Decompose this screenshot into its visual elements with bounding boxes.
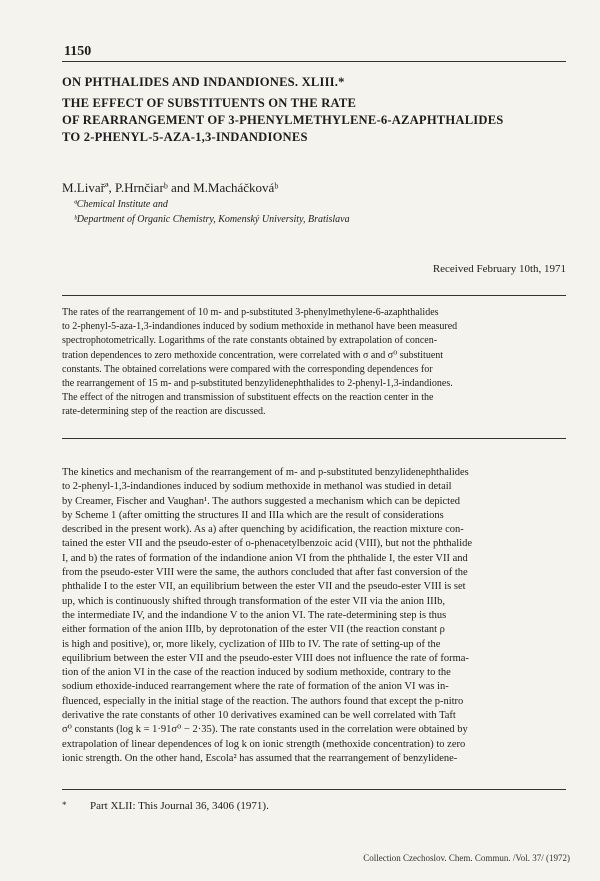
article-title-block	[62, 74, 572, 146]
body-line: by Scheme 1 (after omitting the structures II and IIIa which are the result of considerations	[62, 509, 444, 521]
body-line: phthalide I to the ester VII, an equilibrium between the ester VII and the pseudo-ester VIII is set	[62, 581, 466, 593]
abstract-line: the rearrangement of 15 m- and p-substituted benzylidenephthalides to 2-phenyl-1,3-indandiones.	[62, 378, 453, 390]
body-line: described in the present work). As a) after quenching by acidification, the reaction mixture con-	[62, 524, 464, 536]
abstract-line: tration dependences to zero methoxide concentration, were correlated with σ and σ⁰ substituent	[62, 349, 444, 361]
authors: M.Livařª, P.Hrnčiarᵇ and M.Macháčkováᵇ	[62, 180, 279, 195]
header-rule	[62, 61, 566, 62]
abstract-line: constants. The obtained correlations were compared with the corresponding dependences for	[62, 363, 433, 375]
abstract-line: The effect of the nitrogen and transmission of substituent effects on the reaction center in the	[62, 392, 434, 404]
abstract-line: to 2-phenyl-5-aza-1,3-indandiones induced by sodium methoxide in methanol have been measured	[62, 321, 458, 333]
abstract-line: The rates of the rearrangement of 10 m- and p-substituted 3-phenylmethylene-6-azaphthalides	[62, 307, 439, 318]
abstract-bottom-rule	[62, 438, 566, 439]
body-line: I, and b) the rates of formation of the indandione anion VI from the phthalide I, the ester VII and	[62, 552, 468, 564]
abstract-top-rule	[62, 295, 566, 296]
body-line: σ⁰ constants (log k = 1·91σ⁰ − 2·35). The rate constants used in the correlation were obtained by	[62, 724, 468, 736]
footnote-text: Part XLII: This Journal 36, 3406 (1971).	[90, 800, 269, 812]
body-line: by Creamer, Fischer and Vaughan¹. The authors suggested a mechanism which can be depicted	[62, 495, 461, 507]
article-title-line: TO 2-PHENYL-5-AZA-1,3-INDANDIONES	[62, 130, 308, 144]
series-title: ON PHTHALIDES AND INDANDIONES. XLIII.*	[62, 75, 345, 89]
body-line: tained the ester VII and the pseudo-ester of o-phenacetylbenzoic acid (VIII), but not the phthalide	[62, 538, 473, 550]
body-line: extrapolation of linear dependences of log k on ionic strength (methoxide concentration) to zero	[62, 738, 466, 750]
footnote-mark: *	[62, 800, 67, 810]
footnote	[62, 800, 269, 812]
body-text	[62, 466, 570, 766]
body-line: either formation of the anion IIIb, by deprotonation of the ester VII (the reaction constant ρ	[62, 624, 445, 636]
article-title-line: THE EFFECT OF SUBSTITUENTS ON THE RATE	[62, 96, 357, 110]
body-line: derivative the rate constants of other 10 derivatives examined can be well correlated with Taft	[62, 710, 456, 722]
body-line: from the pseudo-ester VIII were the same, the authors concluded that after fast conversion of the	[62, 567, 468, 579]
body-line: The kinetics and mechanism of the rearrangement of m- and p-substituted benzylidenephthalides	[62, 467, 469, 478]
body-line: is high and positive), or, more likely, cyclization of IIIb to IV. The rate of setting-up of the	[62, 638, 441, 650]
body-line: up, which is continuously shifted through transformation of the ester VII via the anion IIIb,	[62, 595, 445, 607]
footnote-rule	[62, 789, 566, 790]
abstract-line: spectrophotometrically. Logarithms of the rate constants obtained by extrapolation of concen-	[62, 335, 438, 347]
body-line: sodium ethoxide-induced rearrangement where the rate of formation of the anion VI was in-	[62, 681, 449, 693]
body-line: ionic strength. On the other hand, Escola² has assumed that the rearrangement of benzylidene-	[62, 752, 458, 764]
body-line: equilibrium between the ester VII and the pseudo-ester VIII does not influence the rate of forma-	[62, 652, 469, 664]
affiliation: ªChemical Institute and	[74, 199, 168, 210]
affiliations	[74, 197, 350, 227]
article-title-line: OF REARRANGEMENT OF 3-PHENYLMETHYLENE-6-AZAPHTHALIDES	[62, 113, 504, 127]
body-line: the intermediate IV, and the indandione V to the anion VI. The rate-determining step is thus	[62, 609, 447, 621]
body-line: fluenced, especially in the initial stage of the reaction. The authors found that except the p-nitro	[62, 695, 464, 707]
received-date: Received February 10th, 1971	[432, 263, 566, 275]
body-line: tion of the anion VI in the case of the reaction induced by sodium methoxide, contrary to the	[62, 667, 451, 679]
abstract	[62, 306, 570, 420]
affiliation: ᵇDepartment of Organic Chemistry, Komenský University, Bratislava	[74, 214, 350, 225]
page-number: 1150	[64, 44, 92, 59]
body-line: to 2-phenyl-1,3-indandiones induced by sodium methoxide in methanol was studied in detail	[62, 481, 452, 493]
abstract-line: rate-determining step of the reaction are discussed.	[62, 406, 266, 418]
journal-citation: Collection Czechoslov. Chem. Commun. /Vol. 37/ (1972)	[363, 853, 570, 863]
